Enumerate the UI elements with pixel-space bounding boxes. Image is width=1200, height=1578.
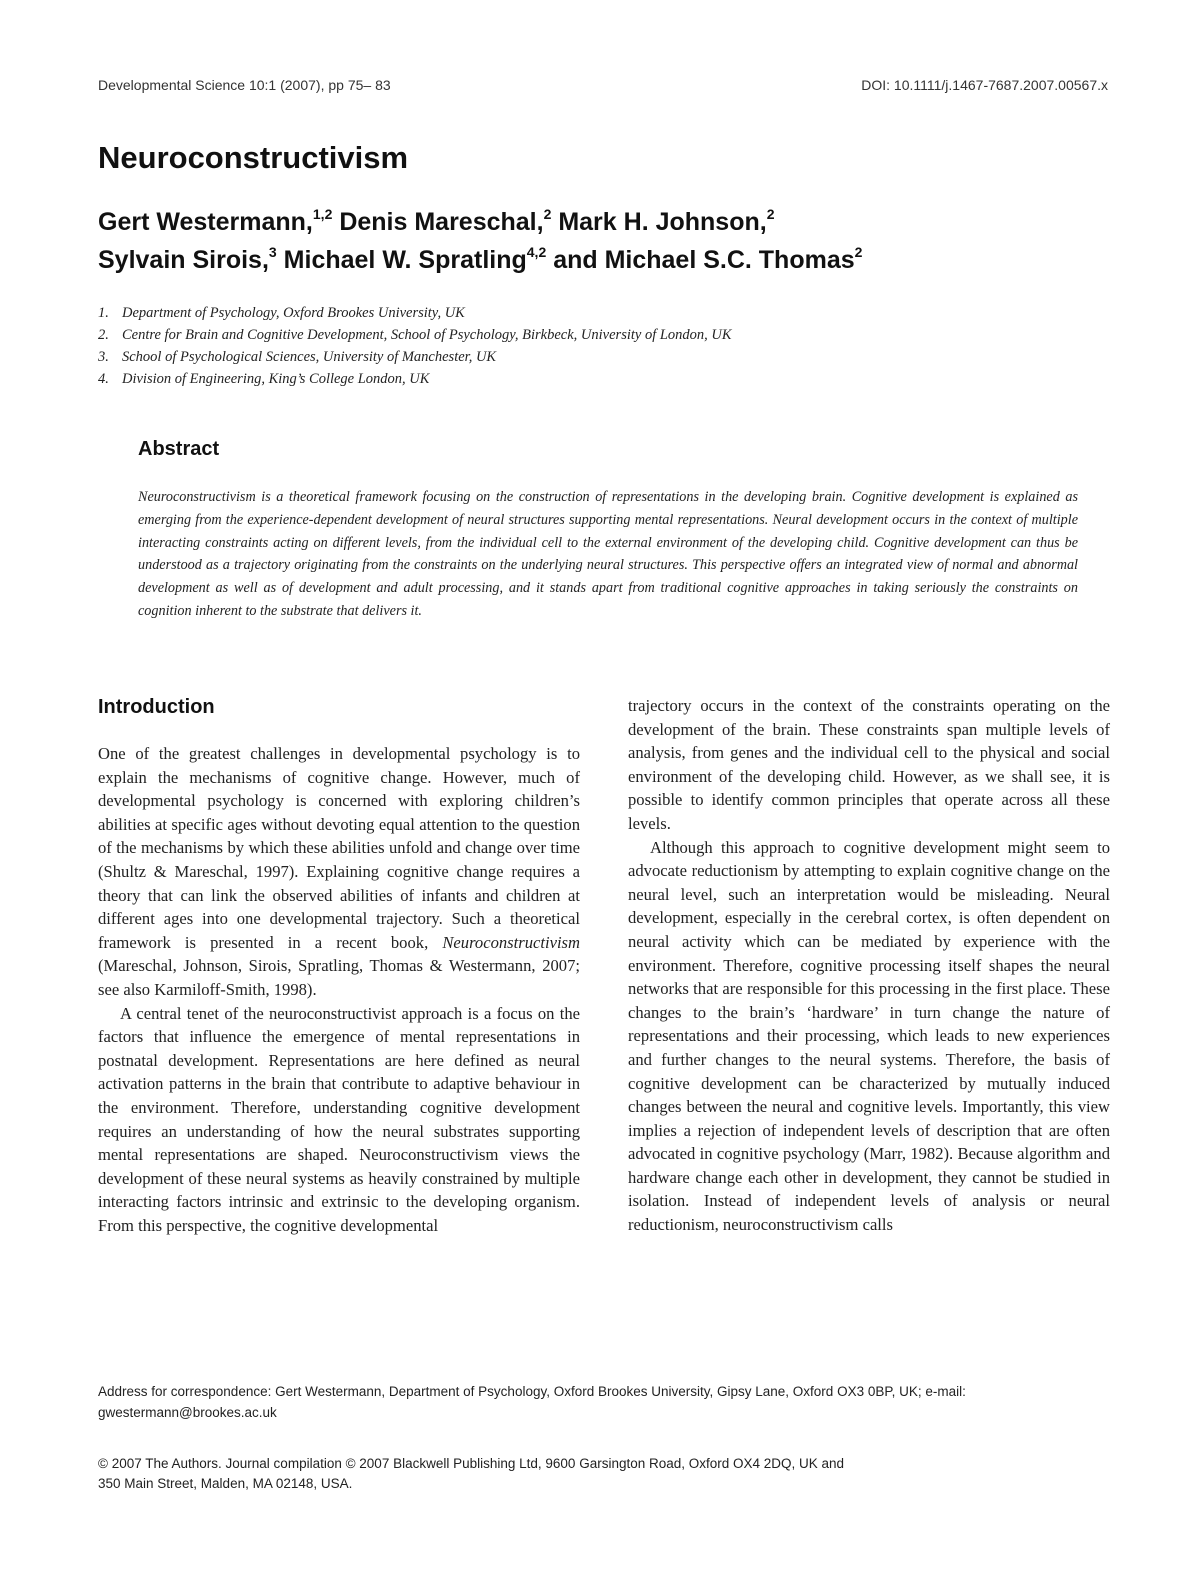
affiliation-number: 2.	[98, 327, 109, 343]
author-affiliation-marker: 4,2	[526, 243, 547, 260]
author-name: Gert Westermann,	[98, 208, 313, 236]
affiliation-number: 4.	[98, 371, 109, 387]
author-affiliation-marker: 2	[766, 205, 775, 222]
affiliation-text: School of Psychological Sciences, University of Manchester, UK	[122, 349, 497, 365]
copyright-notice	[98, 1454, 1098, 1494]
doi: DOI: 10.1111/j.1467-7687.2007.00567.x	[861, 77, 1108, 93]
left-column	[98, 742, 580, 1237]
book-title: Neuroconstructivism	[442, 932, 580, 952]
affiliation-item	[98, 346, 1098, 368]
affiliation-item	[98, 302, 1098, 324]
affiliation-text: Centre for Brain and Cognitive Development, School of Psychology, Birkbeck, University of London, UK	[122, 327, 732, 343]
author-name: and Michael S.C. Thomas	[553, 246, 855, 274]
abstract-heading: Abstract	[138, 438, 220, 460]
author-list	[98, 203, 1108, 279]
affiliation-number: 3.	[98, 349, 109, 365]
body-paragraph: Although this approach to cognitive development might seem to advocate reductionism by attempting to explain cognitive change on the neural level, such an interpretation would be misleading. Neural development, especially in the cerebral cortex, is often dependent on neural activity which can be mediated by experience with the environment. Therefore, cognitive processing itself shapes the neural networks that are responsible for this processing in the first place. These changes to the brain’s ‘hardware’ in turn change the nature of representations and their processing, which leads to new experiences and further changes to the neural systems. Therefore, the basis of cognitive development can be characterized by mutually induced changes between the neural and cognitive levels. Importantly, this view implies a rejection of independent levels of description that are often advocated in cognitive psychology (Marr, 1982). Because algorithm and hardware change each other in development, they cannot be studied in isolation. Instead of independent levels of analysis or neural reductionism, neuroconstructivism calls	[628, 837, 1110, 1235]
affiliation-number: 1.	[98, 305, 109, 321]
body-text: (Mareschal, Johnson, Sirois, Spratling, Thomas & Westermann, 2007; see also Karmiloff-Smith, 1998).	[98, 956, 580, 999]
introduction-heading: Introduction	[98, 696, 215, 718]
body-paragraph: A central tenet of the neuroconstructivist approach is a focus on the factors that influence the emergence of mental representations in postnatal development. Representations are here defined as neural activation patterns in the brain that contribute to adaptive behaviour in the environment. Therefore, understanding cognitive development requires an understanding of how the neural substrates supporting mental representations are shaped. Neuroconstructivism views the development of these neural systems as heavily constrained by multiple interacting factors intrinsic and extrinsic to the developing organism. From this perspective, the cognitive developmental	[98, 1003, 580, 1235]
copyright-line: 350 Main Street, Malden, MA 02148, USA.	[98, 1476, 353, 1491]
author-name: Michael W. Spratling	[283, 246, 527, 274]
copyright-line: © 2007 The Authors. Journal compilation © 2007 Blackwell Publishing Ltd, 9600 Garsington Road, Oxford OX4 2DQ, UK and	[98, 1456, 845, 1471]
body-paragraph: trajectory occurs in the context of the constraints operating on the development of the brain. These constraints span multiple levels of analysis, from genes and the individual cell to the physical and social environment of the developing child. However, as we shall see, it is possible to identify common principles that operate across all these levels.	[628, 696, 1110, 833]
affiliation-text: Department of Psychology, Oxford Brookes University, UK	[122, 305, 465, 321]
abstract-text: Neuroconstructivism is a theoretical framework focusing on the construction of representations in the developing brain. Cognitive development is explained as emerging from the experience-dependent development of neural structures supporting mental representations. Neural development occurs in the context of multiple interacting constraints acting on different levels, from the individual cell to the external environment of the developing child. Cognitive development can thus be understood as a trajectory originating from the constraints on the underlying neural structures. This perspective offers an integrated view of normal and abnormal development as well as of development and adult processing, and it stands apart from traditional cognitive approaches in taking seriously the constraints on cognition inherent to the substrate that delivers it.	[138, 489, 1078, 619]
affiliation-list	[98, 302, 1098, 390]
correspondence-address: Address for correspondence: Gert Westermann, Department of Psychology, Oxford Brookes University, Gipsy Lane, Oxford OX3 0BP, UK; e-mail: gwestermann@brookes.ac.uk	[98, 1384, 966, 1420]
author-name: Denis Mareschal,	[339, 208, 544, 236]
journal-citation: Developmental Science 10:1 (2007), pp 75– 83	[98, 77, 391, 93]
author-name: Sylvain Sirois,	[98, 246, 269, 274]
author-affiliation-marker: 3	[268, 243, 277, 260]
author-affiliation-marker: 1,2	[312, 205, 333, 222]
author-affiliation-marker: 2	[854, 243, 863, 260]
affiliation-item	[98, 368, 1098, 390]
author-name: Mark H. Johnson,	[558, 208, 767, 236]
body-paragraph	[98, 742, 580, 1002]
affiliation-item	[98, 324, 1098, 346]
body-text: One of the greatest challenges in developmental psychology is to explain the mechanisms of cognitive change. However, much of developmental psychology is concerned with exploring children’s abilities at specific ages without devoting equal attention to the question of the mechanisms by which these abilities unfold and change over time (Shultz & Mareschal, 1997). Explaining cognitive change requires a theory that can link the observed abilities of infants and children at different ages into one developmental trajectory. Such a theoretical framework is presented in a recent book,	[98, 744, 580, 952]
author-affiliation-marker: 2	[543, 205, 552, 222]
right-column	[628, 694, 1110, 1237]
affiliation-text: Division of Engineering, King’s College London, UK	[122, 371, 430, 387]
article-title: Neuroconstructivism	[98, 140, 409, 175]
running-header	[98, 77, 1108, 93]
